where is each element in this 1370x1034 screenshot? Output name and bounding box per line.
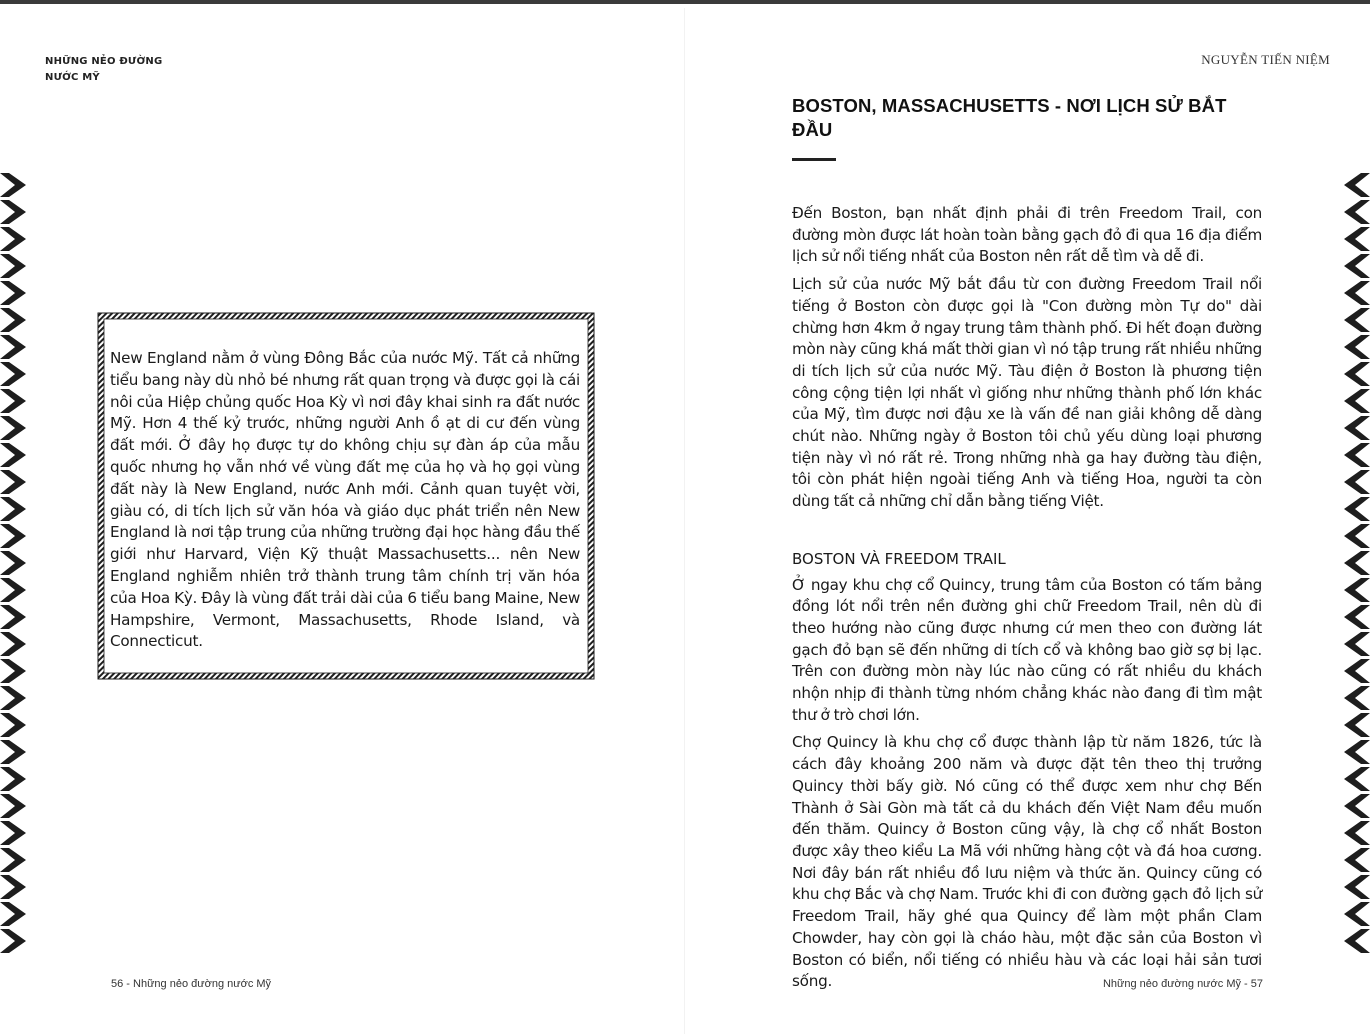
edge-chevron xyxy=(0,740,26,764)
right-running-head: NGUYỄN TIẾN NIỆM xyxy=(1201,52,1330,67)
edge-chevron xyxy=(1344,605,1370,629)
edge-chevron xyxy=(0,875,26,899)
edge-chevron xyxy=(0,254,26,278)
edge-chevron xyxy=(0,605,26,629)
edge-chevron xyxy=(1344,578,1370,602)
edge-chevron xyxy=(1344,740,1370,764)
edge-chevron xyxy=(0,497,26,521)
edge-chevron xyxy=(1344,362,1370,386)
edge-chevron xyxy=(1344,713,1370,737)
edge-chevron xyxy=(0,767,26,791)
edge-chevron xyxy=(1344,902,1370,926)
edge-chevron xyxy=(0,659,26,683)
edge-chevron xyxy=(1344,848,1370,872)
left-page xyxy=(0,8,685,1034)
edge-chevron xyxy=(1344,281,1370,305)
article-headline: BOSTON, MASSACHUSETTS - NƠI LỊCH SỬ BẮT ĐẦU xyxy=(792,95,1227,140)
edge-chevron xyxy=(1344,389,1370,413)
body-paragraph-2: Lịch sử của nước Mỹ bắt đầu từ con đường Freedom Trail nổi tiếng ở Boston còn được gọi là "Con đường mòn Tự do" dài chừng hơn 4km ở ngay trung tâm thành phố. Đi hết đoạn đường mòn này cũng khá mất thời gian vì nó tập trung rất nhiều những di tích lịch sử của nước Mỹ. Tàu điện ở Boston là phương tiện công cộng tiện lợi nhất vì giống như những thành phố lớn khác của Mỹ, tìm được nơi đậu xe là vấn đề nan giải không dễ dàng chút nào. Những ngày ở Boston tôi chủ yếu dùng loại phương tiện này vì nó rất rẻ. Trong những nhà ga hay đường tàu điện, tôi còn phát hiện ngoài tiếng Anh và tiếng Hoa, người ta còn dùng tất cả những chỉ dẫn bằng tiếng Việt. xyxy=(792,275,1262,511)
edge-chevron xyxy=(1344,794,1370,818)
edge-chevron xyxy=(1344,632,1370,656)
edge-chevron xyxy=(1344,875,1370,899)
edge-chevron xyxy=(1344,659,1370,683)
edge-chevron xyxy=(0,389,26,413)
right-page-folio: Những nẻo đường nước Mỹ - 57 xyxy=(1102,978,1263,990)
edge-chevron xyxy=(1344,497,1370,521)
edge-chevron xyxy=(1344,767,1370,791)
edge-chevron xyxy=(0,200,26,224)
edge-chevron xyxy=(1344,227,1370,251)
edge-chevron xyxy=(0,794,26,818)
edge-chevron xyxy=(1344,821,1370,845)
edge-chevron xyxy=(1344,551,1370,575)
edge-chevron xyxy=(0,227,26,251)
edge-chevron xyxy=(1344,443,1370,467)
headline-rule xyxy=(792,158,836,161)
edge-chevron xyxy=(0,416,26,440)
edge-chevron xyxy=(0,362,26,386)
right-page xyxy=(685,8,1370,1034)
right-edge-chevron-border xyxy=(1342,173,1370,953)
new-england-boxout xyxy=(96,311,596,681)
edge-chevron xyxy=(1344,470,1370,494)
edge-chevron xyxy=(0,470,26,494)
section-title: BOSTON VÀ FREEDOM TRAIL xyxy=(792,549,1006,568)
edge-chevron xyxy=(0,443,26,467)
edge-chevron xyxy=(0,173,26,197)
edge-chevron xyxy=(0,686,26,710)
article xyxy=(792,94,1262,999)
edge-chevron xyxy=(0,713,26,737)
edge-chevron xyxy=(1344,524,1370,548)
edge-chevron xyxy=(1344,335,1370,359)
body-paragraph-1: Đến Boston, bạn nhất định phải đi trên Freedom Trail, con đường mòn được lát hoàn toàn bằng gạch đỏ đi qua 16 địa điểm lịch sử nổi tiếng nhất của Boston nên rất dễ tìm và dễ đi. xyxy=(792,204,1262,266)
edge-chevron xyxy=(1344,686,1370,710)
edge-chevron xyxy=(0,308,26,332)
edge-chevron xyxy=(0,551,26,575)
edge-chevron xyxy=(0,281,26,305)
edge-chevron xyxy=(0,632,26,656)
edge-chevron xyxy=(0,578,26,602)
left-edge-chevron-border xyxy=(0,173,28,953)
article-body xyxy=(792,203,1262,993)
section-paragraph-2: Chợ Quincy là khu chợ cổ được thành lập từ năm 1826, tức là cách đây khoảng 200 năm và được đặt tên theo thị trưởng Quincy thời bấy giờ. Nó cũng có thể được xem như chợ Bến Thành ở Sài Gòn mà tất cả du khách đến Việt Nam đều muốn đến thăm. Quincy ở Boston cũng vậy, là chợ cổ nhất Boston được xây theo kiểu La Mã với những hàng cột và đá hoa cương. Nơi đây bán rất nhiều đồ lưu niệm và thức ăn. Quincy cũng có khu chợ Bắc và chợ Nam. Trước khi đi con đường gạch đỏ lịch sử Freedom Trail, hãy ghé qua Quincy để làm một phần Clam Chowder, hay còn gọi là cháo hàu, một đặc sản của Boston vì Boston có biển, nổi tiếng có nhiều hàu và các loại hải sản tươi sống. xyxy=(792,733,1262,991)
running-head-line-1: NHỮNG NẺO ĐƯỜNG xyxy=(45,56,163,67)
edge-chevron xyxy=(1344,929,1370,953)
edge-chevron xyxy=(1344,308,1370,332)
edge-chevron xyxy=(0,929,26,953)
edge-chevron xyxy=(1344,416,1370,440)
edge-chevron xyxy=(0,848,26,872)
edge-chevron xyxy=(0,335,26,359)
left-running-head xyxy=(45,54,162,86)
boxout-text: New England nằm ở vùng Đông Bắc của nước Mỹ. Tất cả những tiểu bang này dù nhỏ bé nhưng rất quan trọng và được gọi là cái nôi của Hiệp chủng quốc Hoa Kỳ vì nơi đây khai sinh ra đất nước Mỹ. Hơn 4 thế kỷ trước, những người Anh ồ ạt di cư đến vùng đất mới. Ở đây họ được tự do không chịu sự đàn áp của mẫu quốc nhưng họ vẫn nhớ về vùng đất mẹ của họ và họ gọi vùng đất này là New England, nước Anh mới. Cảnh quan tuyệt vời, giàu có, di tích lịch sử văn hóa và giáo dục phát triển nên New England là nơi tập trung của những trường đại học hàng đầu thế giới như Harvard, Viện Kỹ thuật Massachusetts... nên New England nghiễm nhiên trở thành trung tâm chính trị văn hóa của Hoa Kỳ. Đây là vùng đất trải dài của 6 tiểu bang Maine, New Hampshire, Vermont, Massachusetts, Rhode Island, và Connecticut. xyxy=(110,349,580,651)
edge-chevron xyxy=(1344,254,1370,278)
edge-chevron xyxy=(0,902,26,926)
edge-chevron xyxy=(1344,200,1370,224)
running-head-line-2: NƯỚC MỸ xyxy=(45,72,100,83)
edge-chevron xyxy=(0,821,26,845)
left-page-folio: 56 - Những nẻo đường nước Mỹ xyxy=(111,978,272,990)
edge-chevron xyxy=(1344,173,1370,197)
section-paragraph-1: Ở ngay khu chợ cổ Quincy, trung tâm của Boston có tấm bảng đồng lót nổi trên nền đường ghi chữ Freedom Trail, nên dù đi theo hướng nào cũng được nhưng cứ men theo con đường lát gạch đỏ bạn sẽ đến những di tích cổ và không bao giờ sợ bị lạc. Trên con đường mòn này lúc nào cũng có rất nhiều du khách nhộn nhịp đi thành từng nhóm chẳng khác nào đang đi tìm mật thư ở trò chơi lớn. xyxy=(792,575,1262,724)
edge-chevron xyxy=(0,524,26,548)
